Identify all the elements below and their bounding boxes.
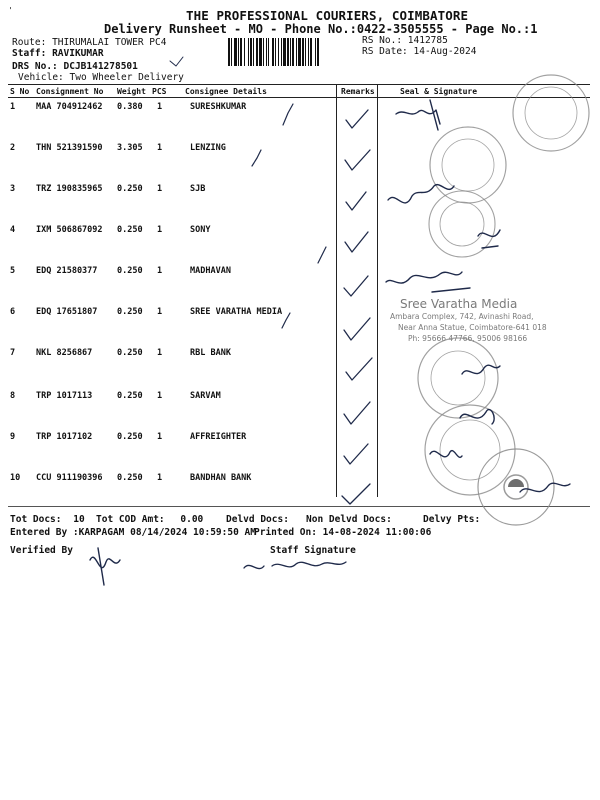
- cell-consignment: NKL 8256867: [36, 348, 93, 358]
- rs-no-label: RS No.:: [362, 35, 403, 46]
- cell-weight: 0.250: [117, 391, 143, 401]
- col-pcs: PCS: [152, 87, 167, 96]
- cell-weight: 0.380: [117, 102, 143, 112]
- cell-sno: 2: [10, 143, 16, 153]
- signature-row1: [396, 100, 440, 130]
- cell-sno: 3: [10, 184, 16, 194]
- round-seal-stamp: [478, 449, 554, 525]
- cell-consignment: CCU 911190396: [36, 473, 103, 483]
- delvd-docs-label: Delvd Docs:: [226, 514, 289, 525]
- cell-weight: 0.250: [117, 184, 143, 194]
- printed-on-value: 14-08-2024 11:00:06: [322, 527, 432, 538]
- cell-weight: 0.250: [117, 432, 143, 442]
- remarks-check-mark: [346, 110, 368, 128]
- remarks-check-mark: [344, 402, 370, 424]
- cell-sno: 7: [10, 348, 16, 358]
- round-seal-stamp: [425, 405, 515, 495]
- runsheet-subtitle: Delivery Runsheet - MO - Phone No.:0422-3505555 - Page No.:1: [104, 22, 538, 36]
- col-seal: Seal & Signature: [400, 87, 478, 96]
- route-value: THIRUMALAI TOWER PC4: [52, 37, 167, 48]
- stamp-sree-line3: Ph: 95666 47766, 95006 98166: [408, 334, 528, 343]
- printed-on-label: Printed On:: [254, 527, 317, 538]
- cell-consignment: THN 521391590: [36, 143, 103, 153]
- vehicle-label: Vehicle:: [18, 72, 64, 83]
- rs-no-value: 1412785: [407, 35, 448, 46]
- cell-consignee: RBL BANK: [190, 348, 231, 358]
- round-seal-stamp: [418, 338, 498, 418]
- staff-value: RAVIKUMAR: [52, 48, 104, 59]
- entered-by-line: [10, 527, 256, 538]
- staff-signature-label: Staff Signature: [270, 545, 356, 556]
- remarks-check-mark: [342, 484, 370, 504]
- cell-sno: 4: [10, 225, 16, 235]
- cell-sno: 10: [10, 473, 21, 483]
- entered-by-value: KARPAGAM 08/14/2024 10:59:50 AM: [78, 527, 256, 538]
- cell-pcs: 1: [157, 266, 163, 276]
- verified-signature: [90, 548, 120, 585]
- col-consignee: Consignee Details: [185, 87, 267, 96]
- staff-signature: [244, 562, 346, 569]
- cell-consignment: IXM 506867092: [36, 225, 103, 235]
- delvy-pts-label: Delvy Pts:: [423, 514, 481, 525]
- cell-pcs: 1: [157, 391, 163, 401]
- cell-consignee: BANDHAN BANK: [190, 473, 252, 483]
- tick-mark: [318, 247, 326, 263]
- remarks-check-mark: [345, 232, 368, 252]
- footer-cod: [96, 514, 203, 525]
- remarks-check-mark: [346, 192, 366, 210]
- tot-docs-label: Tot Docs:: [10, 514, 62, 525]
- cell-pcs: 1: [157, 432, 163, 442]
- rs-date-value: 14-Aug-2024: [413, 46, 477, 57]
- rs-date-label: RS Date:: [362, 46, 408, 57]
- stamp-sree-line2: Near Anna Statue, Coimbatore-641 018: [398, 323, 547, 332]
- tick-mark: [282, 313, 290, 328]
- cell-pcs: 1: [157, 143, 163, 153]
- cell-consignment: TRP 1017102: [36, 432, 93, 442]
- round-seal-stamp: [513, 75, 589, 151]
- entered-by-label: Entered By :: [10, 527, 79, 538]
- tick-mark: [170, 57, 183, 66]
- footer-totals: [10, 514, 85, 525]
- cell-sno: 9: [10, 432, 16, 442]
- cell-weight: 0.250: [117, 473, 143, 483]
- remarks-check-mark: [345, 150, 370, 170]
- stamp-sree-line1: Ambara Complex, 742, Avinashi Road,: [390, 312, 534, 321]
- cell-consignment: EDQ 17651807: [36, 307, 98, 317]
- cell-sno: 8: [10, 391, 16, 401]
- cell-sno: 5: [10, 266, 16, 276]
- drs-value: DCJB141278501: [63, 61, 138, 72]
- signature-row3: [388, 185, 454, 203]
- printed-on-line: [254, 527, 431, 538]
- remarks-check-mark: [344, 276, 368, 296]
- cell-consignee: SARVAM: [190, 391, 221, 401]
- cell-consignee: LENZING: [190, 143, 226, 153]
- col-consignment: Consignment No: [36, 87, 104, 96]
- cell-sno: 1: [10, 102, 16, 112]
- cell-consignment: MAA 704912462: [36, 102, 103, 112]
- cell-weight: 0.250: [117, 348, 143, 358]
- remarks-check-mark: [344, 444, 368, 464]
- signature-row5: [386, 272, 470, 292]
- staff-label: Staff:: [12, 48, 47, 59]
- cell-weight: 3.305: [117, 143, 143, 153]
- col-weight: Weight: [117, 87, 146, 96]
- signature-row9: [430, 451, 462, 458]
- tick-mark: [252, 150, 261, 166]
- stamp-sree-title: Sree Varatha Media: [400, 297, 518, 311]
- cell-consignment: TRP 1017113: [36, 391, 93, 401]
- cell-pcs: 1: [157, 102, 163, 112]
- corner-mark: ': [8, 6, 13, 15]
- cell-pcs: 1: [157, 225, 163, 235]
- non-delvd-docs-label: Non Delvd Docs:: [306, 514, 392, 525]
- remarks-check-mark: [346, 358, 372, 380]
- col-sno: S No: [10, 87, 30, 96]
- verified-by-label: Verified By: [10, 545, 73, 556]
- col-remarks: Remarks: [341, 87, 375, 96]
- cell-pcs: 1: [157, 348, 163, 358]
- cell-consignee: SJB: [190, 184, 206, 194]
- cell-consignee: SURESHKUMAR: [190, 102, 247, 112]
- cell-weight: 0.250: [117, 225, 143, 235]
- cell-sno: 6: [10, 307, 16, 317]
- cell-pcs: 1: [157, 473, 163, 483]
- cell-pcs: 1: [157, 184, 163, 194]
- tot-cod-value: 0.00: [180, 514, 204, 525]
- tot-cod-label: Tot COD Amt:: [96, 514, 165, 525]
- tot-docs-value: 10: [73, 514, 85, 525]
- cell-weight: 0.250: [117, 266, 143, 276]
- cell-weight: 0.250: [117, 307, 143, 317]
- cell-consignment: TRZ 190835965: [36, 184, 103, 194]
- route-label: Route:: [12, 37, 47, 48]
- drs-label: DRS No.:: [12, 61, 58, 72]
- signature-row7: [462, 365, 500, 374]
- signature-row4: [478, 230, 500, 248]
- vehicle-value: Two Wheeler Delivery: [69, 72, 184, 83]
- cell-consignee: MADHAVAN: [190, 266, 231, 276]
- cell-consignee: AFFREIGHTER: [190, 432, 247, 442]
- cell-consignee: SREE VARATHA MEDIA: [190, 307, 283, 317]
- cell-pcs: 1: [157, 307, 163, 317]
- company-title: THE PROFESSIONAL COURIERS, COIMBATORE: [186, 8, 469, 23]
- cell-consignee: SONY: [190, 225, 211, 235]
- remarks-check-mark: [344, 318, 370, 340]
- tick-mark: [283, 104, 293, 125]
- cell-consignment: EDQ 21580377: [36, 266, 98, 276]
